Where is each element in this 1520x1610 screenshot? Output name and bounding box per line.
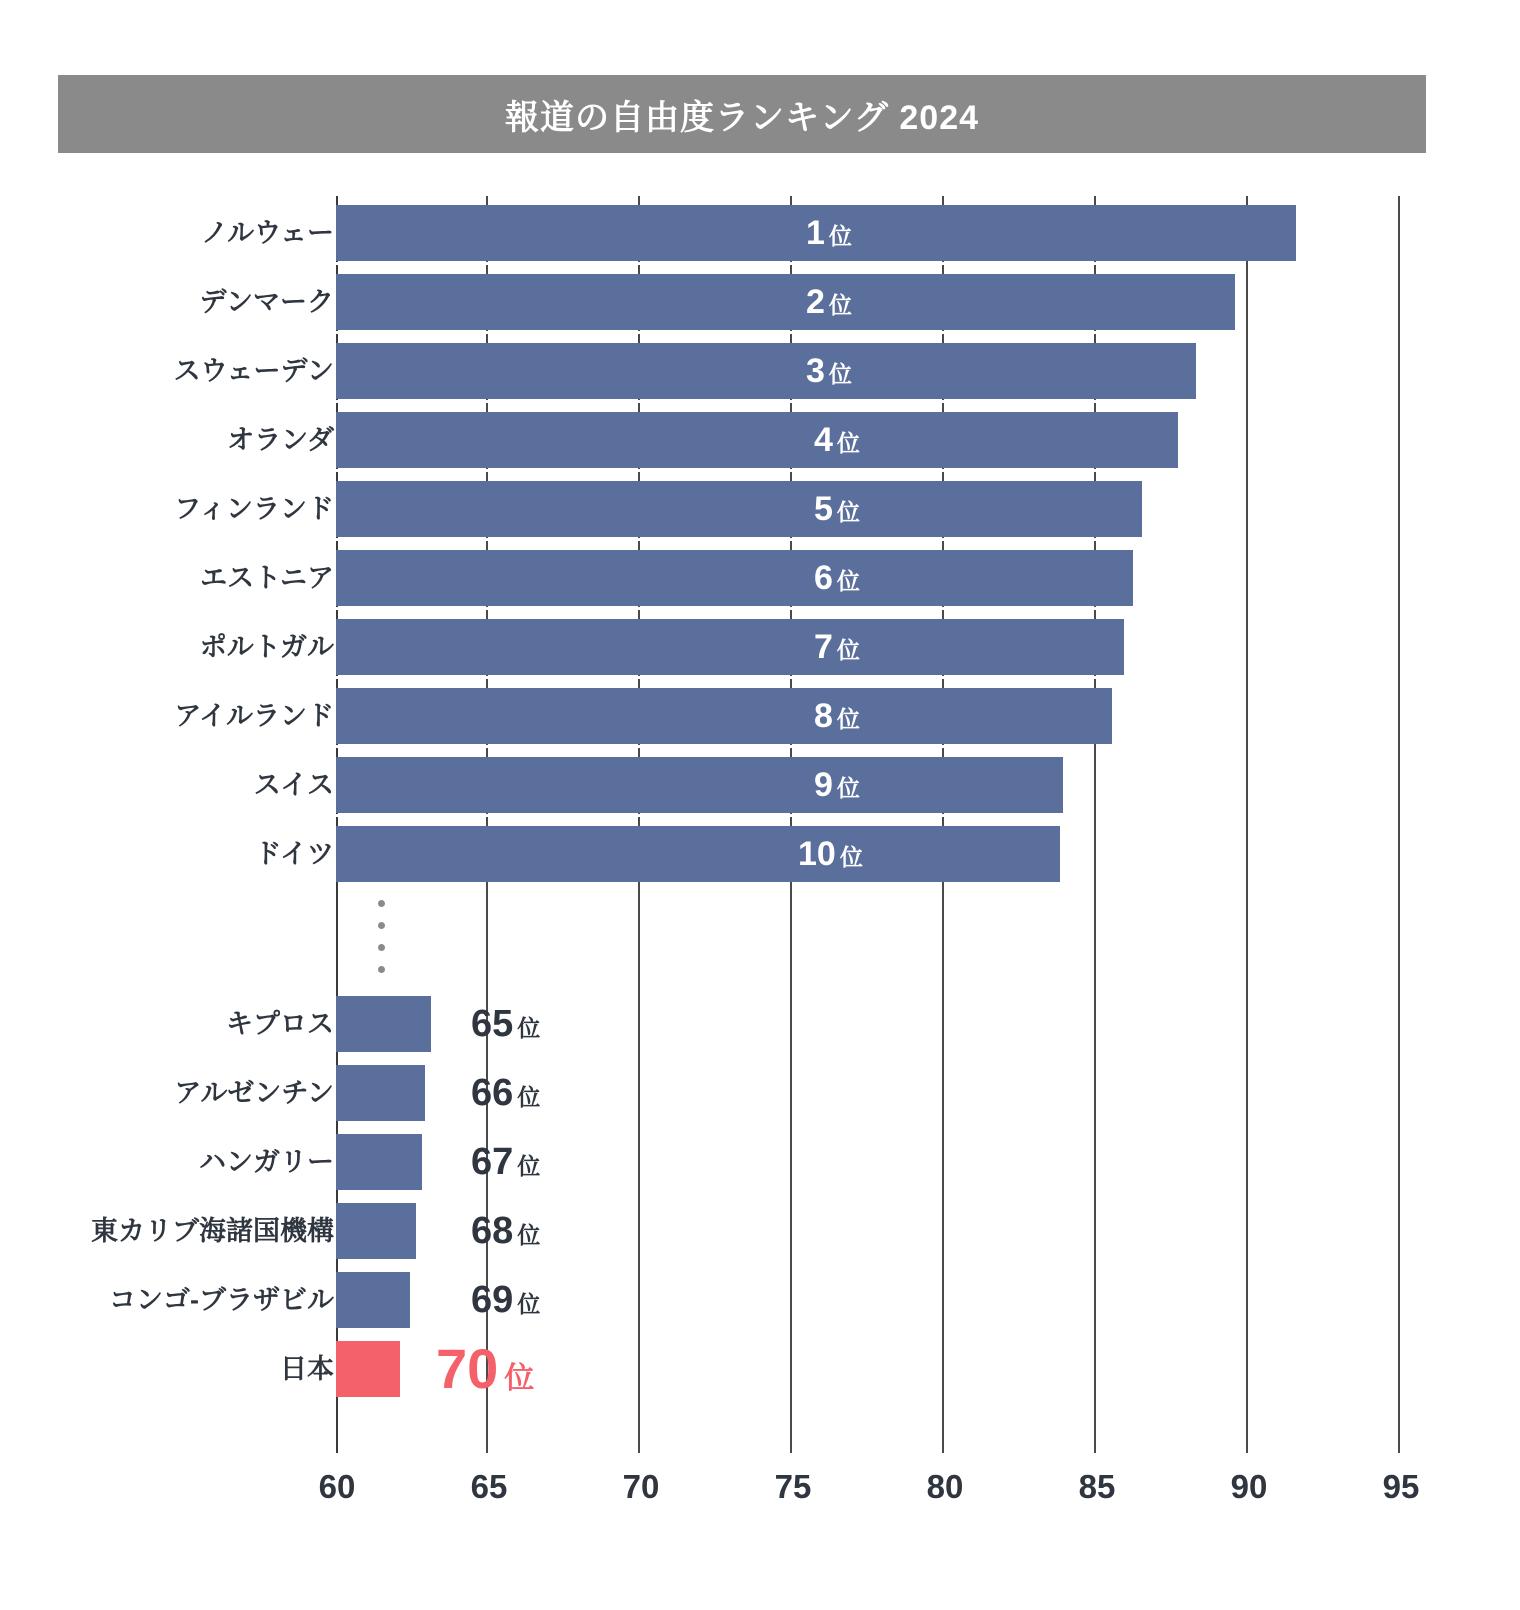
bar[interactable] xyxy=(336,274,1235,330)
bar[interactable] xyxy=(336,1203,416,1259)
x-tick-label: 70 xyxy=(622,1468,660,1505)
rank-unit: 位 xyxy=(828,292,852,318)
bar[interactable] xyxy=(336,550,1133,606)
row-separator xyxy=(336,607,1124,610)
x-tick-label: 90 xyxy=(1230,1468,1268,1505)
gridline-90 xyxy=(1246,196,1248,1453)
bar[interactable] xyxy=(336,688,1112,744)
row-separator xyxy=(336,676,1112,679)
chart-title-banner xyxy=(58,75,1426,153)
category-label: 東カリブ海諸国機構 xyxy=(91,1216,334,1246)
ellipsis-dot xyxy=(378,922,385,929)
row-separator xyxy=(336,331,1196,334)
category-label: ドイツ xyxy=(254,839,334,869)
ellipsis-dot xyxy=(378,966,385,973)
bar[interactable] xyxy=(336,1065,425,1121)
rank-unit: 位 xyxy=(836,430,860,456)
category-label: エストニア xyxy=(200,563,334,593)
rank-number: 1 xyxy=(806,214,825,252)
bar-highlight[interactable] xyxy=(336,1341,400,1397)
bar-value-label xyxy=(471,1269,540,1331)
x-tick-label: 65 xyxy=(470,1468,508,1505)
bar[interactable] xyxy=(336,619,1124,675)
bar[interactable] xyxy=(336,996,431,1052)
bar[interactable] xyxy=(336,412,1178,468)
rank-number: 69 xyxy=(471,1279,514,1321)
rank-unit: 位 xyxy=(517,1153,541,1179)
rank-unit: 位 xyxy=(504,1362,535,1395)
bar-value-label-japan xyxy=(436,1338,534,1400)
category-label: ノルウェー xyxy=(201,218,334,248)
rank-unit: 位 xyxy=(836,706,860,732)
rank-number: 4 xyxy=(814,421,833,459)
bar-value-label xyxy=(806,340,852,402)
row-separator xyxy=(336,814,1060,817)
rank-unit: 位 xyxy=(836,568,860,594)
rank-unit: 位 xyxy=(839,844,863,870)
x-tick-label: 80 xyxy=(926,1468,964,1505)
x-tick-label: 75 xyxy=(774,1468,812,1505)
rank-number: 66 xyxy=(471,1072,514,1114)
rank-unit: 位 xyxy=(836,499,860,525)
rank-number: 6 xyxy=(814,559,833,597)
x-tick-label: 60 xyxy=(318,1468,356,1505)
gridline-95 xyxy=(1398,196,1400,1453)
bar-value-label xyxy=(814,478,860,540)
plot-area xyxy=(336,196,1404,1453)
x-tick-label: 85 xyxy=(1078,1468,1116,1505)
rank-number: 70 xyxy=(436,1337,499,1400)
rank-number: 68 xyxy=(471,1210,514,1252)
category-label: アルゼンチン xyxy=(174,1078,334,1108)
row-separator xyxy=(336,262,1235,265)
category-label: フィンランド xyxy=(174,494,334,524)
bar-value-label xyxy=(814,547,860,609)
category-label-japan: 日本 xyxy=(280,1354,334,1384)
bar-value-label xyxy=(814,616,860,678)
bar-value-label xyxy=(814,409,860,471)
x-tick-label: 95 xyxy=(1382,1468,1420,1505)
bar-value-label xyxy=(471,1062,540,1124)
ellipsis-marker xyxy=(378,900,390,980)
rank-unit: 位 xyxy=(836,775,860,801)
bar-value-label xyxy=(806,202,852,264)
rank-number: 9 xyxy=(814,766,833,804)
category-label: アイルランド xyxy=(174,701,334,731)
bar[interactable] xyxy=(336,481,1142,537)
bar[interactable] xyxy=(336,826,1060,882)
category-label: デンマーク xyxy=(199,287,334,317)
row-separator xyxy=(336,400,1178,403)
rank-number: 8 xyxy=(814,697,833,735)
row-separator xyxy=(336,538,1133,541)
bar-value-label xyxy=(814,754,860,816)
category-label: キプロス xyxy=(226,1009,334,1039)
rank-number: 65 xyxy=(471,1003,514,1045)
category-label: コンゴ-ブラザビル xyxy=(109,1285,334,1315)
rank-number: 2 xyxy=(806,283,825,321)
bar[interactable] xyxy=(336,757,1063,813)
page-title: 報道の自由度ランキング 2024 xyxy=(504,98,980,137)
bar[interactable] xyxy=(336,343,1196,399)
ellipsis-dot xyxy=(378,944,385,951)
bar-value-label xyxy=(806,271,852,333)
category-label: スウェーデン xyxy=(173,356,334,386)
rank-unit: 位 xyxy=(836,637,860,663)
bar[interactable] xyxy=(336,1272,410,1328)
category-label: オランダ xyxy=(227,425,334,455)
rank-unit: 位 xyxy=(517,1222,541,1248)
bar-value-label xyxy=(471,1200,540,1262)
rank-unit: 位 xyxy=(828,223,852,249)
category-label: ハンガリー xyxy=(199,1147,334,1177)
ellipsis-dot xyxy=(378,900,385,907)
bar-value-label xyxy=(798,823,863,885)
rank-number: 10 xyxy=(798,835,836,873)
row-separator xyxy=(336,469,1142,472)
bar-value-label xyxy=(471,993,540,1055)
rank-number: 7 xyxy=(814,628,833,666)
rank-number: 3 xyxy=(806,352,825,390)
rank-unit: 位 xyxy=(828,361,852,387)
rank-unit: 位 xyxy=(517,1084,541,1110)
category-label: ポルトガル xyxy=(199,632,334,662)
rank-unit: 位 xyxy=(517,1015,541,1041)
bar[interactable] xyxy=(336,1134,422,1190)
rank-unit: 位 xyxy=(517,1291,541,1317)
bar-value-label xyxy=(471,1131,540,1193)
rank-number: 67 xyxy=(471,1141,514,1183)
row-separator xyxy=(336,745,1063,748)
bar-value-label xyxy=(814,685,860,747)
category-label: スイス xyxy=(253,770,334,800)
rank-number: 5 xyxy=(814,490,833,528)
